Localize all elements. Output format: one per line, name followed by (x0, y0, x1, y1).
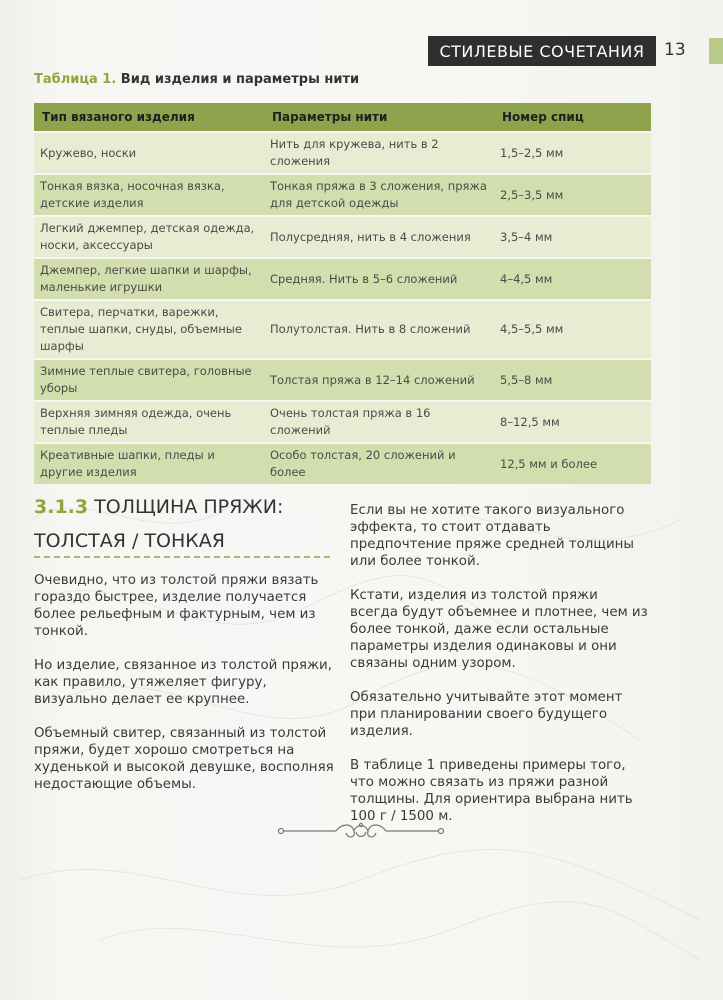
cell-params: Полутолстая. Нить в 8 сложений (264, 300, 494, 359)
cell-params: Очень толстая пряжа в 16 сложений (264, 401, 494, 443)
section-subtitle: ТОЛСТАЯ / ТОНКАЯ (34, 530, 225, 552)
cell-type: Кружево, носки (34, 132, 264, 174)
page-edge-stripe (709, 38, 723, 64)
ornament-divider-icon (276, 820, 446, 842)
cell-params: Особо толстая, 20 сложений и более (264, 443, 494, 484)
cell-params: Толстая пряжа в 12–14 сложений (264, 359, 494, 401)
cell-needles: 1,5–2,5 мм (494, 132, 651, 174)
right-text-column (350, 502, 650, 842)
table-row (34, 216, 651, 258)
paragraph: Обязательно учитывайте этот момент при планировании своего будущего изделия. (350, 690, 623, 739)
cell-needles: 8–12,5 мм (494, 401, 651, 443)
cell-params: Нить для кружева, нить в 2 сложения (264, 132, 494, 174)
cell-type: Зимние теплые свитера, головные уборы (34, 359, 264, 401)
table-row (34, 300, 651, 359)
cell-needles: 4–4,5 мм (494, 258, 651, 300)
section-title: ТОЛЩИНА ПРЯЖИ: (94, 496, 284, 518)
dashed-divider (34, 556, 330, 558)
cell-needles: 2,5–3,5 мм (494, 174, 651, 216)
column-header-type: Тип вязаного изделия (34, 103, 264, 132)
left-text-column (34, 572, 334, 810)
cell-needles: 3,5–4 мм (494, 216, 651, 258)
yarn-parameters-table (34, 103, 651, 484)
table-row (34, 359, 651, 401)
table-caption (34, 72, 359, 87)
cell-params: Полусредняя, нить в 4 сложения (264, 216, 494, 258)
column-header-params: Параметры нити (264, 103, 494, 132)
column-header-needles: Номер спиц (494, 103, 651, 132)
section-header-bar (428, 36, 656, 66)
table-row (34, 258, 651, 300)
section-heading (34, 496, 283, 518)
paragraph: В таблице 1 приведены примеры того, что можно связать из пряжи разной толщины. Для ориентира выбрана нить 100 г / 1500 м. (350, 758, 633, 824)
cell-type: Тонкая вязка, носочная вязка, детские изделия (34, 174, 264, 216)
table-row (34, 443, 651, 484)
table-row (34, 132, 651, 174)
section-number: 3.1.3 (34, 496, 89, 518)
paragraph: Но изделие, связанное из толстой пряжи, как правило, утяжеляет фигуру, визуально делает ее крупнее. (34, 658, 332, 707)
paragraph: Объемный свитер, связанный из толстой пряжи, будет хорошо смотреться на худенькой и высокой девушке, восполняя недостающие объемы. (34, 726, 334, 792)
cell-type: Джемпер, легкие шапки и шарфы, маленькие игрушки (34, 258, 264, 300)
table-header-row (34, 103, 651, 132)
table-caption-number: Таблица 1. (34, 72, 117, 87)
cell-type: Свитера, перчатки, варежки, теплые шапки, снуды, объемные шарфы (34, 300, 264, 359)
cell-type: Легкий джемпер, детская одежда, носки, аксессуары (34, 216, 264, 258)
paragraph: Очевидно, что из толстой пряжи вязать гораздо быстрее, изделие получается более рельефным и фактурным, чем из тонкой. (34, 573, 319, 639)
cell-needles: 4,5–5,5 мм (494, 300, 651, 359)
cell-needles: 12,5 мм и более (494, 443, 651, 484)
table-row (34, 401, 651, 443)
cell-type: Креативные шапки, пледы и другие изделия (34, 443, 264, 484)
table-caption-text: Вид изделия и параметры нити (120, 72, 360, 87)
cell-params: Тонкая пряжа в 3 сложения, пряжа для детской одежды (264, 174, 494, 216)
table-row (34, 174, 651, 216)
cell-type: Верхняя зимняя одежда, очень теплые пледы (34, 401, 264, 443)
cell-params: Средняя. Нить в 5–6 сложений (264, 258, 494, 300)
cell-needles: 5,5–8 мм (494, 359, 651, 401)
page-number: 13 (664, 40, 686, 60)
paragraph: Если вы не хотите такого визуального эффекта, то стоит отдавать предпочтение пряже средней толщины или более тонкой. (350, 503, 634, 569)
section-header-label: СТИЛЕВЫЕ СОЧЕТАНИЯ (439, 41, 645, 61)
paragraph: Кстати, изделия из толстой пряжи всегда будут объемнее и плотнее, чем из более тонкой, даже если остальные параметры изделия одинаковы и они связаны одним узором. (350, 588, 648, 671)
